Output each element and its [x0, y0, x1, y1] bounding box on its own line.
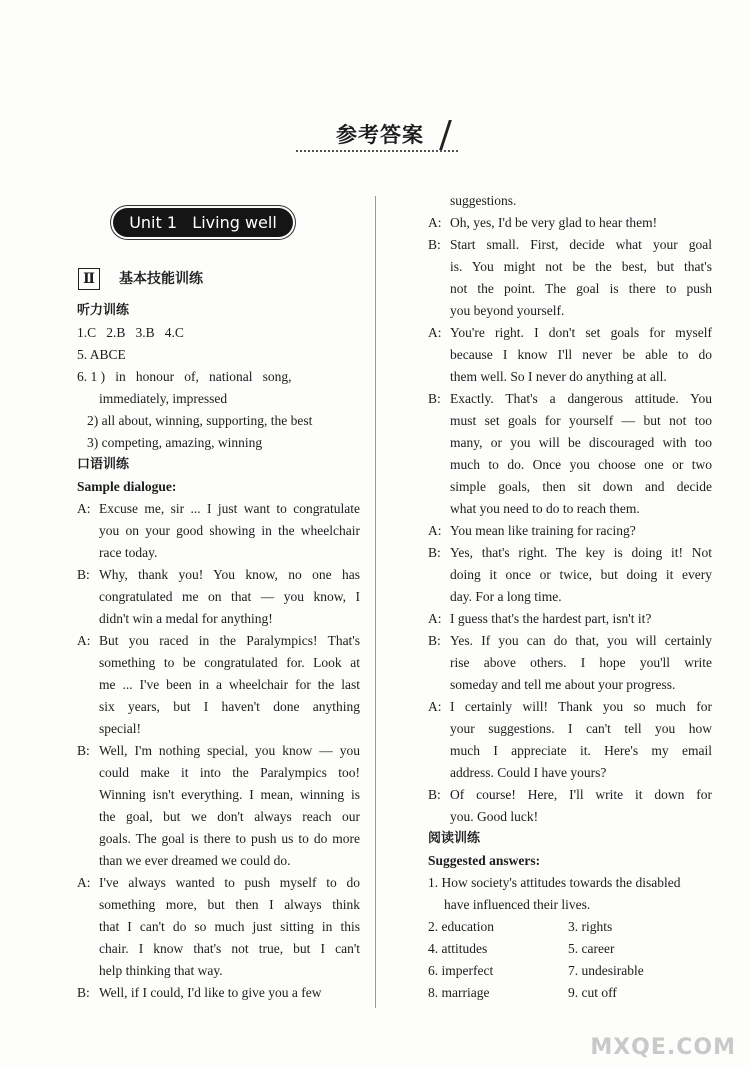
dialogue-text: the goal, but we don't always reach our	[99, 809, 360, 824]
speaker-label	[428, 454, 450, 476]
dialogue-text: could make it into the Paralympics too!	[99, 765, 360, 780]
speaker-label	[428, 564, 450, 586]
speaker-label	[428, 674, 450, 696]
dialogue-text: race today.	[99, 545, 158, 560]
reading-answer: 3. rights	[568, 919, 613, 934]
dialogue-text: Well, I'm nothing special, you know — you	[99, 743, 360, 758]
dialogue-text: rise above others. I hope you'll write	[450, 655, 712, 670]
speaker-label	[77, 718, 99, 740]
dialogue-text: help thinking that way.	[99, 963, 223, 978]
dialogue-text: is. You might not be the best, but that's	[450, 259, 712, 274]
title-slash-decoration	[439, 120, 452, 150]
dialogue-text: someday and tell me about your progress.	[450, 677, 676, 692]
dialogue-line	[77, 608, 360, 630]
dialogue-line	[428, 476, 712, 498]
dialogue-line	[428, 586, 712, 608]
speaker-label	[77, 674, 99, 696]
speaker-label: A:	[77, 501, 91, 516]
unit-badge: Unit 1 Living well	[113, 208, 293, 237]
dialogue-text: you. Good luck!	[450, 809, 539, 824]
dialogue-line	[428, 696, 712, 718]
dialogue-text: something more, but then I always think	[99, 897, 360, 912]
dialogue-line	[428, 608, 712, 630]
speaker-label	[77, 520, 99, 542]
dialogue-text: than we ever dreamed we could do.	[99, 853, 291, 868]
reading-answer: 6. imperfect	[428, 963, 494, 978]
dialogue-line	[77, 542, 360, 564]
speaker-label	[77, 784, 99, 806]
speaker-label: B:	[428, 633, 441, 648]
speaker-label: B:	[428, 787, 441, 802]
listening-answer-5: 5. ABCE	[77, 347, 126, 362]
dialogue-text: Of course! Here, I'll write it down for	[450, 787, 712, 802]
dialogue-text: Oh, yes, I'd be very glad to hear them!	[450, 215, 658, 230]
left-column	[77, 300, 360, 1004]
speaker-label	[77, 652, 99, 674]
dialogue-line	[77, 652, 360, 674]
dialogue-line	[77, 828, 360, 850]
reading-answer: 8. marriage	[428, 985, 490, 1000]
dialogue-line	[77, 938, 360, 960]
dialogue-text: six years, but I haven't done anything	[99, 699, 360, 714]
dialogue-line	[77, 696, 360, 718]
section-number-box: Ⅱ	[78, 268, 100, 290]
dialogue-text: not the point. The goal is there to push	[450, 281, 712, 296]
dialogue-text: suggestions.	[450, 193, 517, 208]
speaker-label	[428, 718, 450, 740]
reading-answer-1-cont: have influenced their lives.	[444, 897, 591, 912]
speaker-label: B:	[428, 545, 441, 560]
speaker-label	[77, 938, 99, 960]
dialogue-left	[77, 498, 360, 1004]
dialogue-text: Yes. If you can do that, you will certainly	[450, 633, 712, 648]
speaker-label	[428, 278, 450, 300]
speaker-label	[77, 828, 99, 850]
dialogue-text: Start small. First, decide what your goal	[450, 237, 712, 252]
speaker-label	[77, 806, 99, 828]
reading-answer: 4. attitudes	[428, 941, 488, 956]
dialogue-line	[428, 344, 712, 366]
dialogue-text: day. For a long time.	[450, 589, 562, 604]
dialogue-line	[428, 190, 712, 212]
dialogue-text: You mean like training for racing?	[450, 523, 636, 538]
listening-answer-6-3: 3) competing, amazing, winning	[87, 435, 263, 450]
dialogue-line	[428, 322, 712, 344]
speaker-label: A:	[428, 523, 442, 538]
dialogue-line	[77, 520, 360, 542]
dialogue-text: Well, if I could, I'd like to give you a few	[99, 985, 322, 1000]
dialogue-text: didn't win a medal for anything!	[99, 611, 273, 626]
speaker-label	[428, 410, 450, 432]
dialogue-line	[428, 762, 712, 784]
speaker-label: B:	[77, 567, 90, 582]
dialogue-line	[77, 894, 360, 916]
speaker-label: B:	[77, 985, 90, 1000]
speaker-label: A:	[77, 633, 91, 648]
dialogue-text: must set goals for yourself — but not too	[450, 413, 712, 428]
dialogue-text: Exactly. That's a dangerous attitude. You	[450, 391, 712, 406]
reading-answers-grid	[428, 916, 712, 1004]
speaker-label	[77, 960, 99, 982]
watermark: MXQE.COM	[590, 1035, 736, 1060]
speaker-label	[428, 762, 450, 784]
speaker-label	[77, 894, 99, 916]
dialogue-text: your suggestions. I can't tell you how	[450, 721, 712, 736]
dialogue-line	[77, 630, 360, 652]
dialogue-line	[77, 718, 360, 740]
dialogue-text: doing it once or twice, but doing it every	[450, 567, 712, 582]
dialogue-line	[77, 674, 360, 696]
speaker-label	[77, 850, 99, 872]
dialogue-line	[77, 586, 360, 608]
reading-answer: 9. cut off	[568, 985, 617, 1000]
speaker-label	[77, 542, 99, 564]
listening-answers-1-4: 1.C 2.B 3.B 4.C	[77, 325, 184, 340]
suggested-answers-label: Suggested answers:	[428, 853, 541, 868]
speaker-label	[77, 762, 99, 784]
title-underline	[296, 150, 458, 152]
dialogue-text: something to be congratulated for. Look at	[99, 655, 360, 670]
listening-answer-6-2: 2) all about, winning, supporting, the best	[87, 413, 313, 428]
reading-answer: 5. career	[568, 941, 615, 956]
dialogue-text: Yes, that's right. The key is doing it! Not	[450, 545, 712, 560]
dialogue-text: them well. So I never do anything at all.	[450, 369, 667, 384]
page-title: 参考答案	[336, 123, 424, 147]
speaker-label	[428, 256, 450, 278]
dialogue-line	[428, 432, 712, 454]
dialogue-line	[428, 784, 712, 806]
dialogue-line	[428, 212, 712, 234]
dialogue-line	[77, 982, 360, 1004]
speaker-label	[428, 366, 450, 388]
speaker-label	[77, 916, 99, 938]
speaker-label: A:	[428, 611, 442, 626]
column-divider	[375, 196, 376, 1008]
dialogue-text: you beyond yourself.	[450, 303, 565, 318]
dialogue-text: But you raced in the Paralympics! That's	[99, 633, 360, 648]
dialogue-line	[77, 850, 360, 872]
speaker-label	[77, 586, 99, 608]
dialogue-text: chair. I know that's not true, but I can't	[99, 941, 360, 956]
dialogue-line	[77, 872, 360, 894]
speaker-label	[428, 740, 450, 762]
dialogue-line	[77, 960, 360, 982]
dialogue-line	[428, 740, 712, 762]
speaker-label	[428, 300, 450, 322]
speaker-label: B:	[77, 743, 90, 758]
speaker-label	[77, 696, 99, 718]
right-column	[428, 190, 712, 1004]
speaker-label	[428, 498, 450, 520]
dialogue-text: much I appreciate it. Here's my email	[450, 743, 712, 758]
dialogue-line	[428, 454, 712, 476]
dialogue-text: goals. The goal is there to push us to do more	[99, 831, 360, 846]
speaker-label	[428, 806, 450, 828]
dialogue-line	[428, 718, 712, 740]
dialogue-line	[77, 806, 360, 828]
dialogue-line	[428, 278, 712, 300]
dialogue-text: what you need to do to reach them.	[450, 501, 640, 516]
dialogue-text: that I can't do so much just sitting in this	[99, 919, 360, 934]
dialogue-line	[428, 498, 712, 520]
speaker-label	[428, 432, 450, 454]
speaker-label	[428, 652, 450, 674]
dialogue-text: many, or you will be discouraged with too	[450, 435, 712, 450]
speaker-label	[428, 476, 450, 498]
reading-answer: 7. undesirable	[568, 963, 644, 978]
dialogue-text: much to do. Once you choose one or two	[450, 457, 712, 472]
dialogue-text: I certainly will! Thank you so much for	[450, 699, 712, 714]
dialogue-line	[77, 762, 360, 784]
dialogue-text: I've always wanted to push myself to do	[99, 875, 360, 890]
speaker-label	[428, 344, 450, 366]
dialogue-line	[428, 674, 712, 696]
dialogue-line	[428, 410, 712, 432]
dialogue-line	[428, 520, 712, 542]
dialogue-line	[77, 564, 360, 586]
speaker-label: A:	[428, 325, 442, 340]
dialogue-text: Winning isn't everything. I mean, winning is	[99, 787, 360, 802]
dialogue-text: special!	[99, 721, 141, 736]
listening-answer-6-1: 6. 1 ) in honour of, national song,	[77, 369, 292, 384]
speaker-label	[77, 608, 99, 630]
dialogue-line	[428, 564, 712, 586]
dialogue-line	[428, 256, 712, 278]
dialogue-line	[428, 300, 712, 322]
dialogue-line	[77, 916, 360, 938]
sample-dialogue-label: Sample dialogue:	[77, 479, 177, 494]
dialogue-line	[428, 388, 712, 410]
dialogue-line	[77, 740, 360, 762]
speaker-label: A:	[428, 215, 442, 230]
dialogue-line	[428, 806, 712, 828]
speaker-label: A:	[77, 875, 91, 890]
speaker-label: B:	[428, 391, 441, 406]
dialogue-line	[77, 784, 360, 806]
dialogue-line	[428, 366, 712, 388]
speaker-label	[428, 586, 450, 608]
dialogue-text: me ... I've been in a wheelchair for the last	[99, 677, 360, 692]
listening-answer-6-1-cont: immediately, impressed	[99, 391, 228, 406]
reading-answer-1: 1. How society's attitudes towards the disabled	[428, 875, 681, 890]
dialogue-text: I guess that's the hardest part, isn't it?	[450, 611, 652, 626]
dialogue-line	[428, 652, 712, 674]
dialogue-text: simple goals, then sit down and decide	[450, 479, 712, 494]
dialogue-text: because I know I'll never be able to do	[450, 347, 712, 362]
dialogue-text: congratulated me on that — you know, I	[99, 589, 360, 604]
speaker-label: A:	[428, 699, 442, 714]
dialogue-right	[428, 190, 712, 828]
dialogue-text: address. Could I have yours?	[450, 765, 607, 780]
dialogue-line	[77, 498, 360, 520]
section-title: 基本技能训练	[119, 271, 203, 287]
speaking-heading: 口语训练	[77, 457, 130, 472]
dialogue-text: you on your good showing in the wheelchair	[99, 523, 360, 538]
dialogue-line	[428, 630, 712, 652]
listening-heading: 听力训练	[77, 303, 130, 318]
dialogue-text: Excuse me, sir ... I just want to congratulate	[99, 501, 360, 516]
reading-answer: 2. education	[428, 919, 494, 934]
dialogue-text: You're right. I don't set goals for myself	[450, 325, 712, 340]
reading-heading: 阅读训练	[428, 831, 481, 846]
speaker-label: B:	[428, 237, 441, 252]
dialogue-line	[428, 234, 712, 256]
dialogue-text: Why, thank you! You know, no one has	[99, 567, 360, 582]
speaker-label	[428, 190, 450, 212]
dialogue-line	[428, 542, 712, 564]
